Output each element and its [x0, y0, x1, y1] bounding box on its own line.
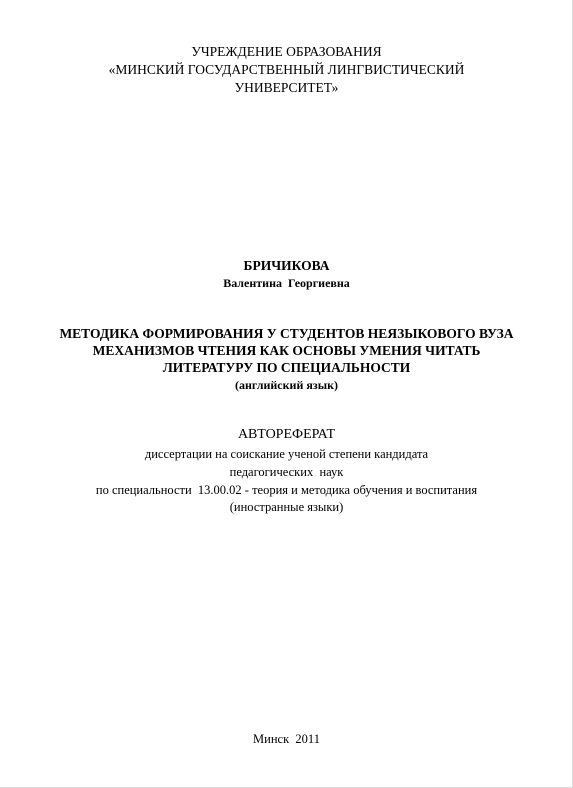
thesis-language-note: (английский язык): [235, 378, 338, 392]
institution-line-2: «МИНСКИЙ ГОСУДАРСТВЕННЫЙ ЛИНГВИСТИЧЕСКИЙ: [108, 62, 465, 77]
thesis-title-line-2: МЕХАНИЗМОВ ЧТЕНИЯ КАК ОСНОВЫ УМЕНИЯ ЧИТАТЬ: [92, 343, 481, 358]
thesis-title-line-1: МЕТОДИКА ФОРМИРОВАНИЯ У СТУДЕНТОВ НЕЯЗЫКОВОГО ВУЗА: [59, 326, 514, 341]
author-last-name: БРИЧИКОВА: [243, 258, 330, 273]
abstract-line-2: педагогических наук: [229, 465, 344, 479]
author-first-names: Валентина Георгиевна: [223, 276, 350, 290]
abstract-line-4: (иностранные языки): [229, 500, 344, 514]
thesis-title-line-3: ЛИТЕРАТУРУ ПО СПЕЦИАЛЬНОСТИ: [162, 360, 411, 375]
abstract-line-3: по специальности 13.00.02 - теория и методика обучения и воспитания: [95, 483, 478, 497]
abstract-heading: АВТОРЕФЕРАТ: [237, 427, 336, 442]
abstract-line-1: диссертации на соискание ученой степени кандидата: [144, 447, 429, 461]
institution-line-1: УЧРЕЖДЕНИЕ ОБРАЗОВАНИЯ: [191, 44, 382, 59]
institution-line-3: УНИВЕРСИТЕТ»: [234, 80, 339, 95]
place-and-year: Минск 2011: [253, 732, 320, 746]
